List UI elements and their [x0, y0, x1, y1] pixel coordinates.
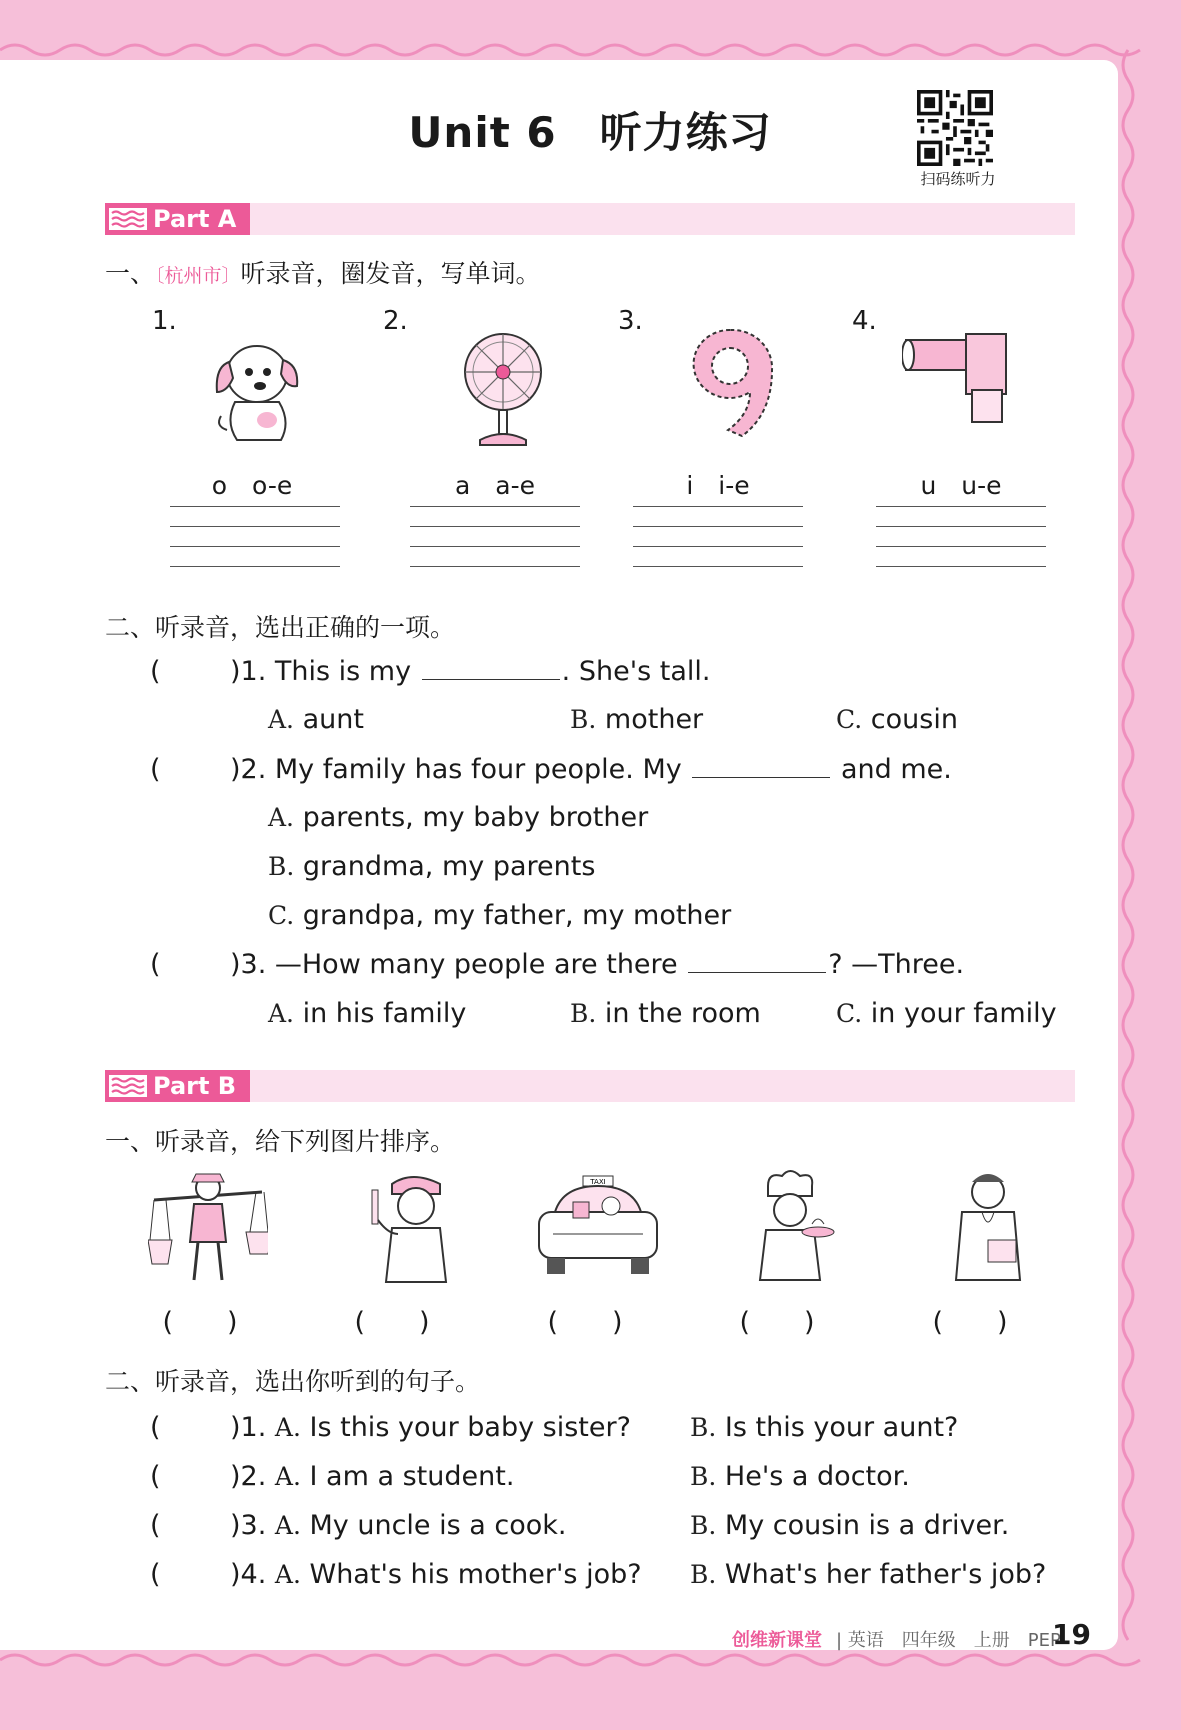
order-paren[interactable]: ( )	[932, 1307, 1008, 1338]
part-a-section-2-heading: 二、听录音，选出正确的一项。	[105, 613, 456, 642]
option-b[interactable]: B. He's a doctor.	[690, 1461, 910, 1492]
sound-options[interactable]: a a-e	[454, 471, 536, 500]
option-c[interactable]: C. in your family	[836, 998, 1057, 1029]
option-a[interactable]: I am a student.	[309, 1461, 515, 1492]
question-text-after: . She's tall.	[561, 656, 711, 687]
page-title: Unit 6 听力练习	[408, 108, 772, 157]
writing-lines[interactable]	[633, 506, 803, 570]
answer-paren[interactable]: (	[150, 1510, 161, 1541]
option-a[interactable]: Is this your baby sister?	[309, 1412, 631, 1443]
option-b[interactable]: B. Is this your aunt?	[690, 1412, 959, 1443]
sentence-item: ( )2. A. I am a student.	[150, 1461, 515, 1492]
dog-icon	[205, 332, 305, 452]
writing-lines[interactable]	[876, 506, 1046, 570]
cook-icon	[740, 1170, 840, 1285]
part-a-tag	[105, 203, 250, 235]
farmer-icon	[148, 1170, 268, 1285]
answer-paren[interactable]: (	[150, 656, 161, 687]
answer-blank[interactable]	[692, 755, 830, 778]
footer-info: | 英语 四年级 上册 PEP	[836, 1630, 1061, 1651]
svg-text:TAXI: TAXI	[590, 1178, 606, 1186]
option-a[interactable]: My uncle is a cook.	[309, 1510, 567, 1541]
option-a[interactable]: A. parents, my baby brother	[268, 802, 649, 833]
answer-paren[interactable]: (	[150, 1412, 161, 1443]
wave-icon	[109, 208, 147, 230]
tube-icon	[902, 330, 1012, 430]
answer-paren[interactable]: (	[150, 1461, 161, 1492]
order-paren[interactable]: ( )	[739, 1307, 815, 1338]
section-number: 一、	[105, 259, 156, 288]
page-number: 19	[1052, 1618, 1091, 1651]
part-b-section-2-heading: 二、听录音，选出你听到的句子。	[105, 1367, 481, 1396]
item-number: 2.	[383, 306, 408, 336]
qr-code-icon	[917, 90, 993, 166]
sound-options[interactable]: i i-e	[686, 471, 750, 500]
writing-lines[interactable]	[170, 506, 340, 570]
item-number: 4.	[852, 306, 877, 336]
option-b[interactable]: B. grandma, my parents	[268, 851, 596, 882]
fan-icon	[458, 330, 548, 450]
sound-options[interactable]: o o-e	[211, 471, 293, 500]
order-paren[interactable]: ( )	[354, 1307, 430, 1338]
part-a-label: Part A	[153, 205, 237, 233]
option-c[interactable]: C. grandpa, my father, my mother	[268, 900, 732, 931]
option-a[interactable]: A. in his family	[268, 998, 467, 1029]
option-a[interactable]: What's his mother's job?	[309, 1559, 642, 1590]
order-paren[interactable]: ( )	[162, 1307, 238, 1338]
wave-icon	[109, 1075, 147, 1097]
sentence-item: ( )3. A. My uncle is a cook.	[150, 1510, 567, 1541]
question-text: )1. This is my	[230, 656, 412, 687]
taxi-driver-icon	[533, 1172, 663, 1282]
part-b-label: Part B	[153, 1072, 237, 1100]
sound-options[interactable]: u u-e	[920, 471, 1002, 500]
answer-blank[interactable]	[688, 950, 826, 973]
order-paren[interactable]: ( )	[547, 1307, 623, 1338]
question-text-after: and me.	[840, 754, 952, 785]
option-b[interactable]: B. in the room	[570, 998, 761, 1029]
part-b-tag	[105, 1070, 250, 1102]
option-b[interactable]: B. mother	[570, 704, 704, 735]
question-2	[150, 754, 952, 785]
option-b[interactable]: B. What's her father's job?	[690, 1559, 1047, 1590]
city-tag: 〔杭州市〕	[155, 265, 241, 287]
qr-caption: 扫码练听力	[920, 170, 996, 188]
section-text: 听录音，圈发音，写单词。	[240, 259, 541, 288]
nine-icon	[685, 326, 775, 438]
answer-blank[interactable]	[422, 657, 560, 680]
answer-paren[interactable]: (	[150, 1559, 161, 1590]
part-b-section-1-heading: 一、听录音，给下列图片排序。	[105, 1127, 456, 1156]
nurse-icon	[362, 1170, 462, 1285]
option-a[interactable]: A. aunt	[268, 704, 364, 735]
sentence-item: ( )4. A. What's his mother's job?	[150, 1559, 642, 1590]
doctor-icon	[948, 1170, 1028, 1285]
part-a-section-1-heading	[105, 254, 541, 290]
part-b-bar	[105, 1070, 1075, 1102]
question-3	[150, 949, 964, 980]
question-text: )3. —How many people are there	[230, 949, 678, 980]
answer-paren[interactable]: (	[150, 949, 161, 980]
option-c[interactable]: C. cousin	[836, 704, 958, 735]
sentence-item: ( )1. A. Is this your baby sister?	[150, 1412, 631, 1443]
option-b[interactable]: B. My cousin is a driver.	[690, 1510, 1010, 1541]
footer-brand: 创维新课堂	[732, 1630, 822, 1651]
question-text: )2. My family has four people. My	[230, 754, 682, 785]
item-number: 3.	[618, 306, 643, 336]
question-text-after: ? —Three.	[828, 949, 965, 980]
answer-paren[interactable]: (	[150, 754, 161, 785]
question-1	[150, 656, 711, 687]
item-number: 1.	[152, 306, 177, 336]
writing-lines[interactable]	[410, 506, 580, 570]
part-a-bar	[105, 203, 1075, 235]
